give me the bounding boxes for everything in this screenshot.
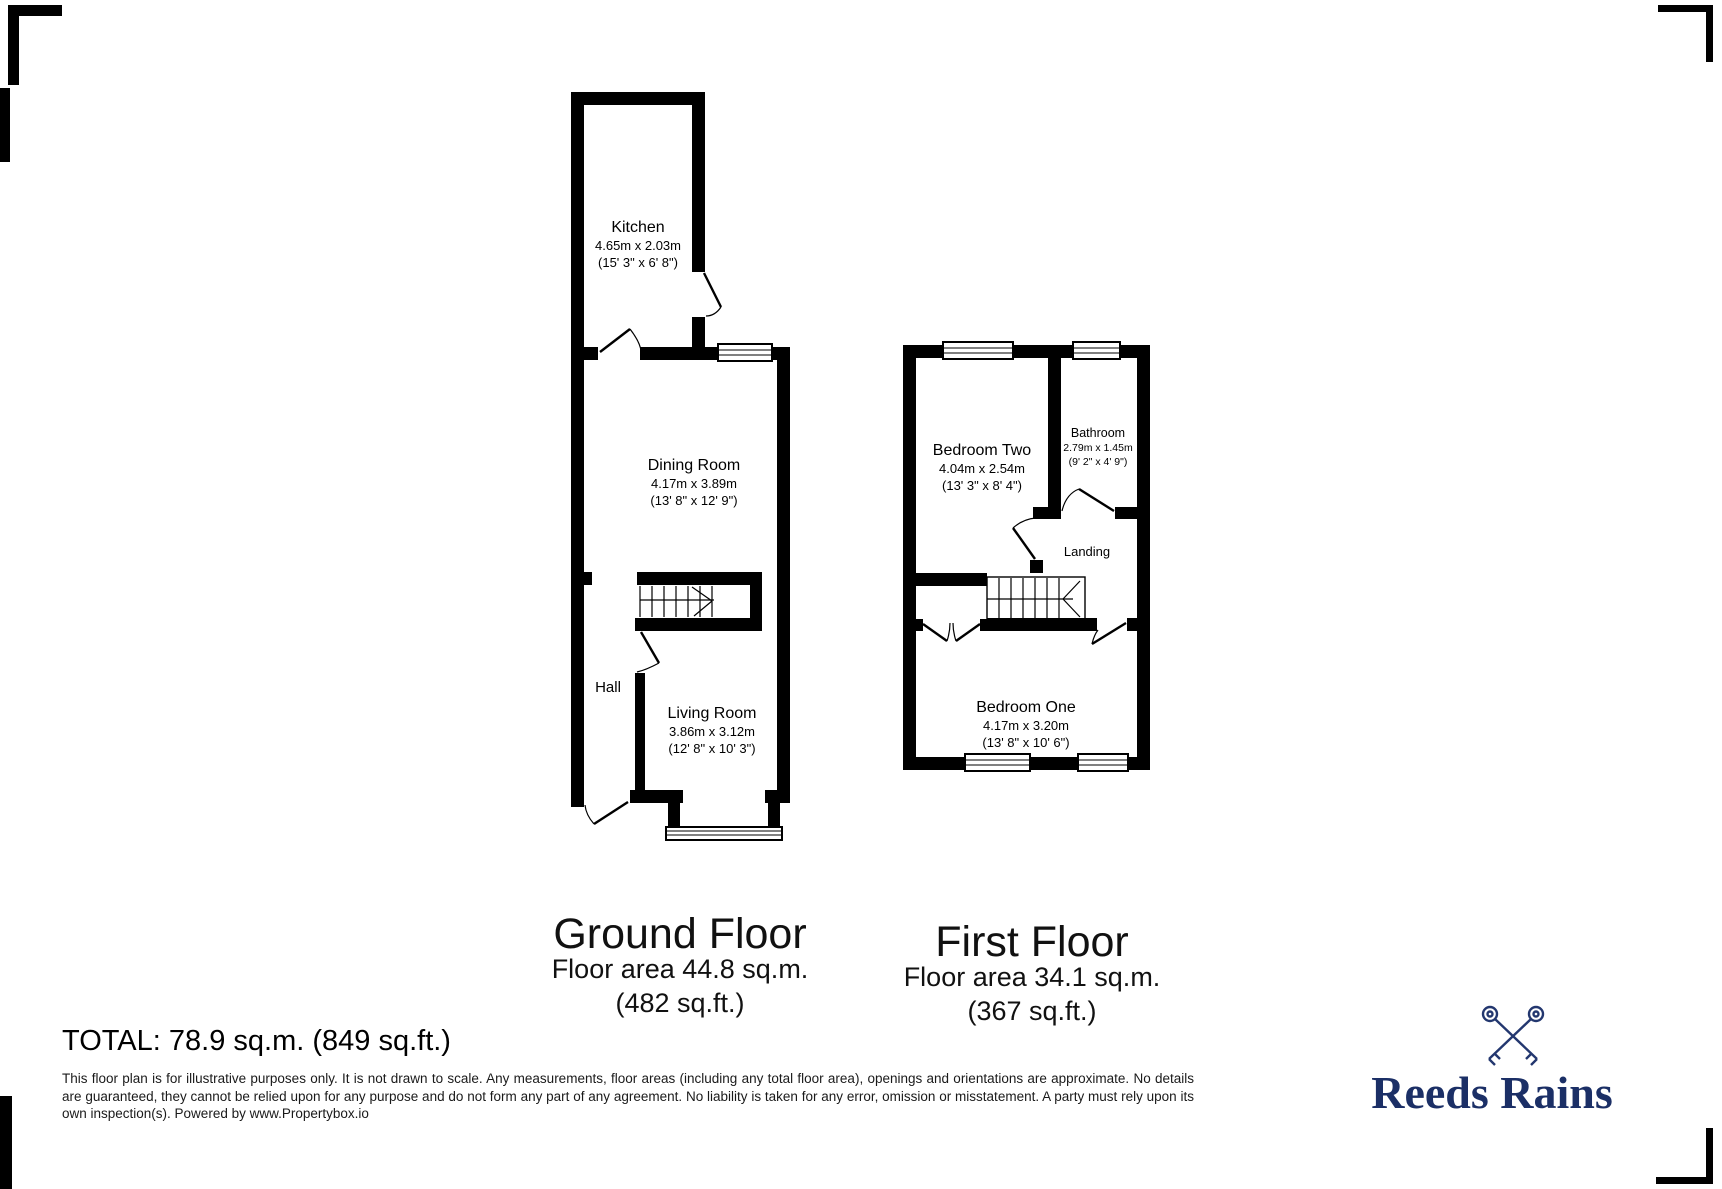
wall-segment: [1030, 560, 1043, 573]
wall-segment: [1115, 507, 1137, 519]
wall-segment: [630, 790, 683, 803]
dining-room-metric: 4.17m x 3.89m: [651, 476, 737, 491]
dining-room-label: Dining Room: [647, 457, 741, 474]
ground-floor-area-metric: Floor area 44.8 sq.m.: [551, 954, 809, 984]
bay-jamb: [668, 803, 680, 828]
window: [1078, 754, 1128, 771]
bedroom-two-imperial: (13' 3" x 8' 4"): [942, 478, 1022, 493]
living-room-label: Living Room: [667, 705, 757, 722]
bedroom-one-imperial: (13' 8" x 10' 6"): [982, 735, 1070, 750]
kitchen-dining-door: [600, 329, 641, 352]
wall-segment: [692, 105, 705, 272]
first-floor-area-metric: Floor area 34.1 sq.m.: [903, 962, 1161, 992]
ground-floor-area-imperial: (482 sq.ft.): [615, 988, 745, 1018]
bathroom-imperial: (9' 2" x 4' 9"): [1068, 456, 1128, 468]
wall-segment: [637, 572, 750, 585]
bedroom-two-label: Bedroom Two: [932, 442, 1032, 459]
window: [718, 344, 772, 361]
ground-floor-plan: [571, 92, 790, 840]
bedroom-two-metric: 4.04m x 2.54m: [939, 461, 1025, 476]
bedroom-one-metric: 4.17m x 3.20m: [983, 718, 1069, 733]
wall-segment: [903, 573, 987, 586]
crop-mark-top-right-h: [1658, 5, 1713, 12]
crop-mark-top-right-v: [1706, 5, 1713, 62]
wall-segment: [1033, 507, 1061, 519]
bedroom-two-door: [1013, 518, 1036, 559]
first-floor-area-imperial: (367 sq.ft.): [967, 996, 1097, 1026]
window: [965, 754, 1030, 771]
bedroom-one-label: Bedroom One: [976, 699, 1076, 716]
crop-mark-top-left-v: [8, 5, 19, 85]
wall-segment: [750, 572, 762, 631]
kitchen-exterior-door: [704, 273, 721, 316]
front-door: [585, 802, 628, 824]
wall-segment: [635, 618, 750, 631]
landing-label: Landing: [1063, 544, 1111, 559]
window: [1073, 342, 1120, 359]
total-area-label: TOTAL: 78.9 sq.m. (849 sq.ft.): [62, 1025, 451, 1057]
kitchen-imperial: (15' 3" x 6' 8"): [598, 255, 678, 270]
bay-window: [666, 827, 782, 840]
bathroom-label: Bathroom: [1070, 426, 1126, 440]
wall-segment: [765, 790, 790, 803]
wall-segment: [1013, 345, 1073, 358]
hall-living-door: [637, 632, 659, 672]
wall-segment: [777, 347, 790, 803]
living-room-imperial: (12' 8" x 10' 3"): [668, 741, 756, 756]
wall-segment: [1048, 358, 1061, 507]
wall-segment: [640, 347, 720, 360]
crop-mark-bottom-left-bar: [0, 1096, 12, 1189]
wall-segment: [1120, 345, 1150, 358]
crop-marks: [0, 5, 1713, 1189]
crossed-keys-icon: [1483, 1007, 1543, 1065]
ground-floor-title: Ground Floor: [553, 910, 807, 958]
wall-segment: [903, 757, 965, 770]
window: [943, 342, 1013, 359]
wall-segment: [903, 345, 916, 770]
wall-segment: [584, 347, 598, 360]
first-floor-title: First Floor: [935, 918, 1129, 966]
crop-mark-left-bar: [0, 88, 10, 162]
wall-segment: [1030, 757, 1078, 770]
wall-segment: [916, 619, 923, 631]
living-room-metric: 3.86m x 3.12m: [669, 724, 755, 739]
bay-jamb: [768, 803, 780, 828]
wall-segment: [635, 673, 645, 790]
crop-mark-bottom-right-h: [1656, 1177, 1713, 1184]
bedroom-one-door: [1092, 623, 1126, 644]
wall-segment: [1137, 345, 1150, 770]
reeds-rains-logo: [1371, 1007, 1613, 1118]
logo-wordmark: Reeds Rains: [1371, 1067, 1613, 1118]
kitchen-label: Kitchen: [611, 219, 665, 236]
crop-mark-bottom-right-v: [1706, 1128, 1713, 1184]
kitchen-metric: 4.65m x 2.03m: [595, 238, 681, 253]
disclaimer-text: This floor plan is for illustrative purposes only. It is not drawn to scale. Any measurements, floor areas (including any total floor area), openings and orientations are approximate. No details are guaranteed, they cannot be relied upon for any purpose and do not form any part of any agreement. No liability is taken for any error, omission or misstatement. A party must rely upon its own inspection(s). Powered by www.Propertybox.io: [62, 1071, 1194, 1121]
wall-segment: [1128, 757, 1150, 770]
bathroom-door: [1062, 489, 1114, 511]
bathroom-metric: 2.79m x 1.45m: [1063, 442, 1133, 454]
wall-segment: [903, 345, 943, 358]
ground-stairs: [640, 586, 714, 617]
first-floor-plan: [903, 342, 1150, 771]
wall-segment: [571, 92, 705, 105]
wall-segment: [584, 572, 592, 585]
wall-segment: [1127, 618, 1137, 631]
hall-label: Hall: [595, 679, 621, 696]
double-doors: [923, 623, 980, 641]
dining-room-imperial: (13' 8" x 12' 9"): [650, 493, 738, 508]
wall-segment: [980, 619, 987, 631]
first-floor-stairs: [987, 577, 1085, 620]
wall-segment: [571, 92, 584, 807]
